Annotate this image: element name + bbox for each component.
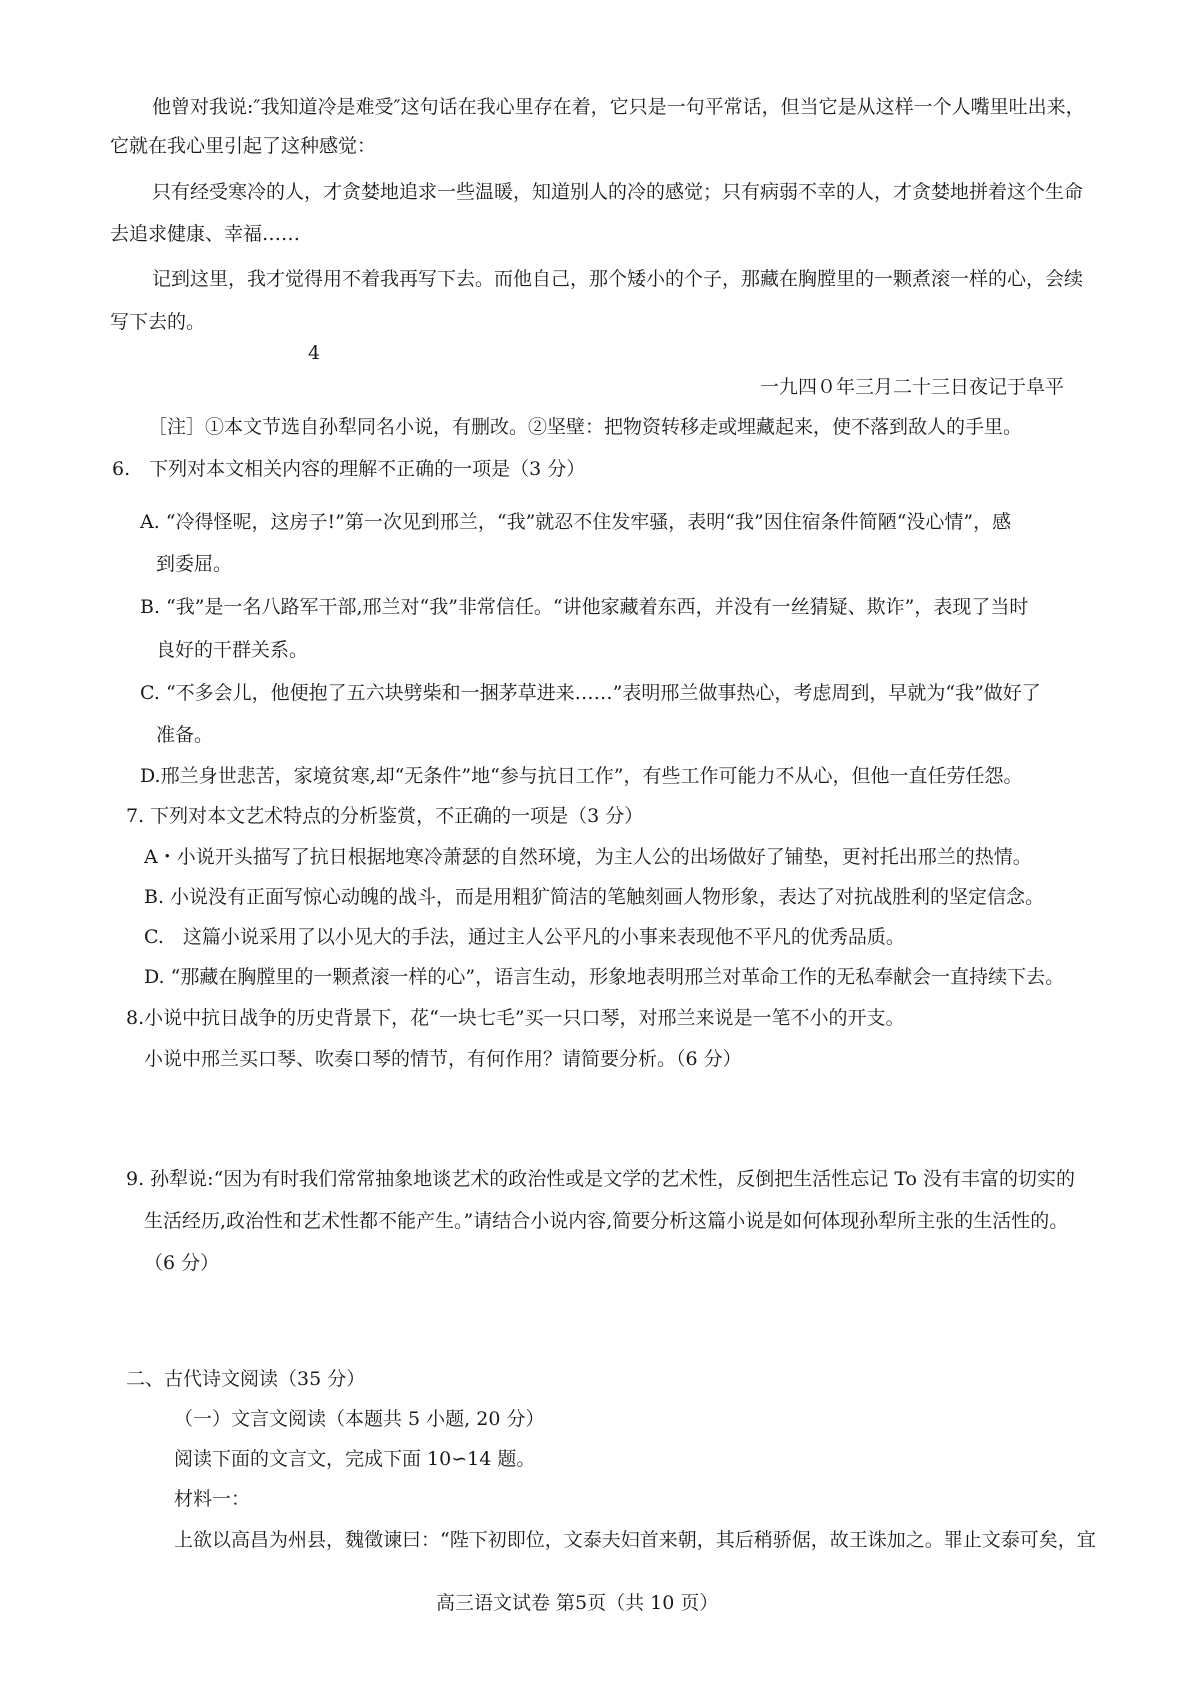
question-6-option-c-line-2: 准备。 bbox=[156, 724, 214, 746]
part-2-subheading: （一）文言文阅读（本题共 5 小题, 20 分） bbox=[174, 1408, 545, 1430]
material-1-text-line-1: 上欲以高昌为州县，魏徵谏曰：“陛下初即位，文泰夫妇首来朝，其后稍骄倨，故王诛加之。罪止文泰可矣，宜 bbox=[174, 1529, 1096, 1551]
question-6-option-b-line-1: B. “我”是一名八路军干部,邢兰对“我”非常信任。“讲他家藏着东西，并没有一丝猜疑、欺诈”，表现了当时 bbox=[140, 596, 1029, 618]
passage-paragraph-1-line-1: 他曾对我说:″我知道冷是难受″这句话在我心里存在着，它只是一句平常话，但当它是从这样一个人嘴里吐出来， bbox=[152, 96, 1085, 118]
question-9-line-2: 生活经历,政治性和艺术性都不能产生。”请结合小说内容,简要分析这篇小说是如何体现孙犁所主张的生活性的。 bbox=[144, 1210, 1069, 1232]
question-7-option-a: A・小说开头描写了抗日根据地寒冷萧瑟的自然环境，为主人公的出场做好了铺垫，更衬托出邢兰的热情。 bbox=[144, 846, 1032, 868]
passage-paragraph-2-line-1: 只有经受寒冷的人，才贪婪地追求一些温暖，知道别人的冷的感觉；只有病弱不幸的人，才贪婪地拼着这个生命 bbox=[152, 181, 1084, 203]
question-9-line-1: 9. 孙犁说:“因为有时我们常常抽象地谈艺术的政治性或是文学的艺术性，反倒把生活性忘记 To 没有丰富的切实的 bbox=[126, 1168, 1076, 1190]
footnote: ［注］①本文节选自孙犁同名小说，有删改。②坚壁：把物资转移走或埋藏起来，使不落到敌人的手里。 bbox=[148, 416, 1023, 438]
page-footer: 高三语文试卷 第5页（共 10 页） bbox=[436, 1592, 719, 1614]
question-6-option-b-line-2: 良好的干群关系。 bbox=[156, 639, 309, 661]
part-2-heading: 二、古代诗文阅读（35 分） bbox=[126, 1368, 366, 1390]
question-8-line-1: 8.小说中抗日战争的历史背景下，花“一块七毛”买一只口琴，对邢兰来说是一笔不小的开支。 bbox=[126, 1007, 905, 1029]
question-8-line-2: 小说中邢兰买口琴、吹奏口琴的情节，有何作用？请简要分析。（6 分） bbox=[144, 1048, 742, 1070]
material-1-label: 材料一： bbox=[174, 1488, 251, 1510]
question-6-option-d: D.邢兰身世悲苦，家境贫寒,却“无条件”地“参与抗日工作”，有些工作可能力不从心，但他一直任劳任怨。 bbox=[140, 765, 1023, 787]
part-2-instruction: 阅读下面的文言文，完成下面 10∽14 题。 bbox=[174, 1448, 536, 1470]
question-6-option-a-line-1: A. “冷得怪呢，这房子!”第一次见到邢兰，“我”就忍不住发牢骚，表明“我”因住宿条件简陋“没心情”，感 bbox=[140, 511, 1012, 533]
question-7-option-d: D. “那藏在胸膛里的一颗煮滚一样的心”，语言生动，形象地表明邢兰对革命工作的无私奉献会一直持续下去。 bbox=[144, 966, 1065, 988]
passage-paragraph-3-line-2: 写下去的。 bbox=[110, 311, 206, 333]
question-6-option-a-line-2: 到委屈。 bbox=[156, 553, 233, 575]
question-7-option-b: B. 小说没有正面写惊心动魄的战斗，而是用粗犷简洁的笔触刻画人物形象，表达了对抗战胜利的坚定信念。 bbox=[144, 886, 1045, 908]
question-7-option-c: C. 这篇小说采用了以小见大的手法，通过主人公平凡的小事来表现他不平凡的优秀品质。 bbox=[144, 926, 905, 948]
question-7-stem: 7. 下列对本文艺术特点的分析鉴赏，不正确的一项是（3 分） bbox=[126, 805, 644, 827]
passage-paragraph-2-line-2: 去追求健康、幸福…… bbox=[110, 223, 301, 245]
question-6-option-c-line-1: C. “不多会儿，他便抱了五六块劈柴和一捆茅草进来……”表明邢兰做事热心，考虑周到，早就为“我”做好了 bbox=[140, 682, 1041, 704]
section-number: 4 bbox=[308, 342, 321, 364]
dateline: 一九四０年三月二十三日夜记于阜平 bbox=[760, 376, 1065, 398]
question-9-line-3: （6 分） bbox=[144, 1252, 220, 1274]
question-6-stem: 6. 下列对本文相关内容的理解不正确的一项是（3 分） bbox=[112, 458, 586, 480]
passage-paragraph-1-line-2: 它就在我心里引起了这种感觉： bbox=[110, 135, 377, 157]
passage-paragraph-3-line-1: 记到这里，我才觉得用不着我再写下去。而他自己，那个矮小的个子，那藏在胸膛里的一颗煮滚一样的心，会续 bbox=[152, 268, 1084, 290]
